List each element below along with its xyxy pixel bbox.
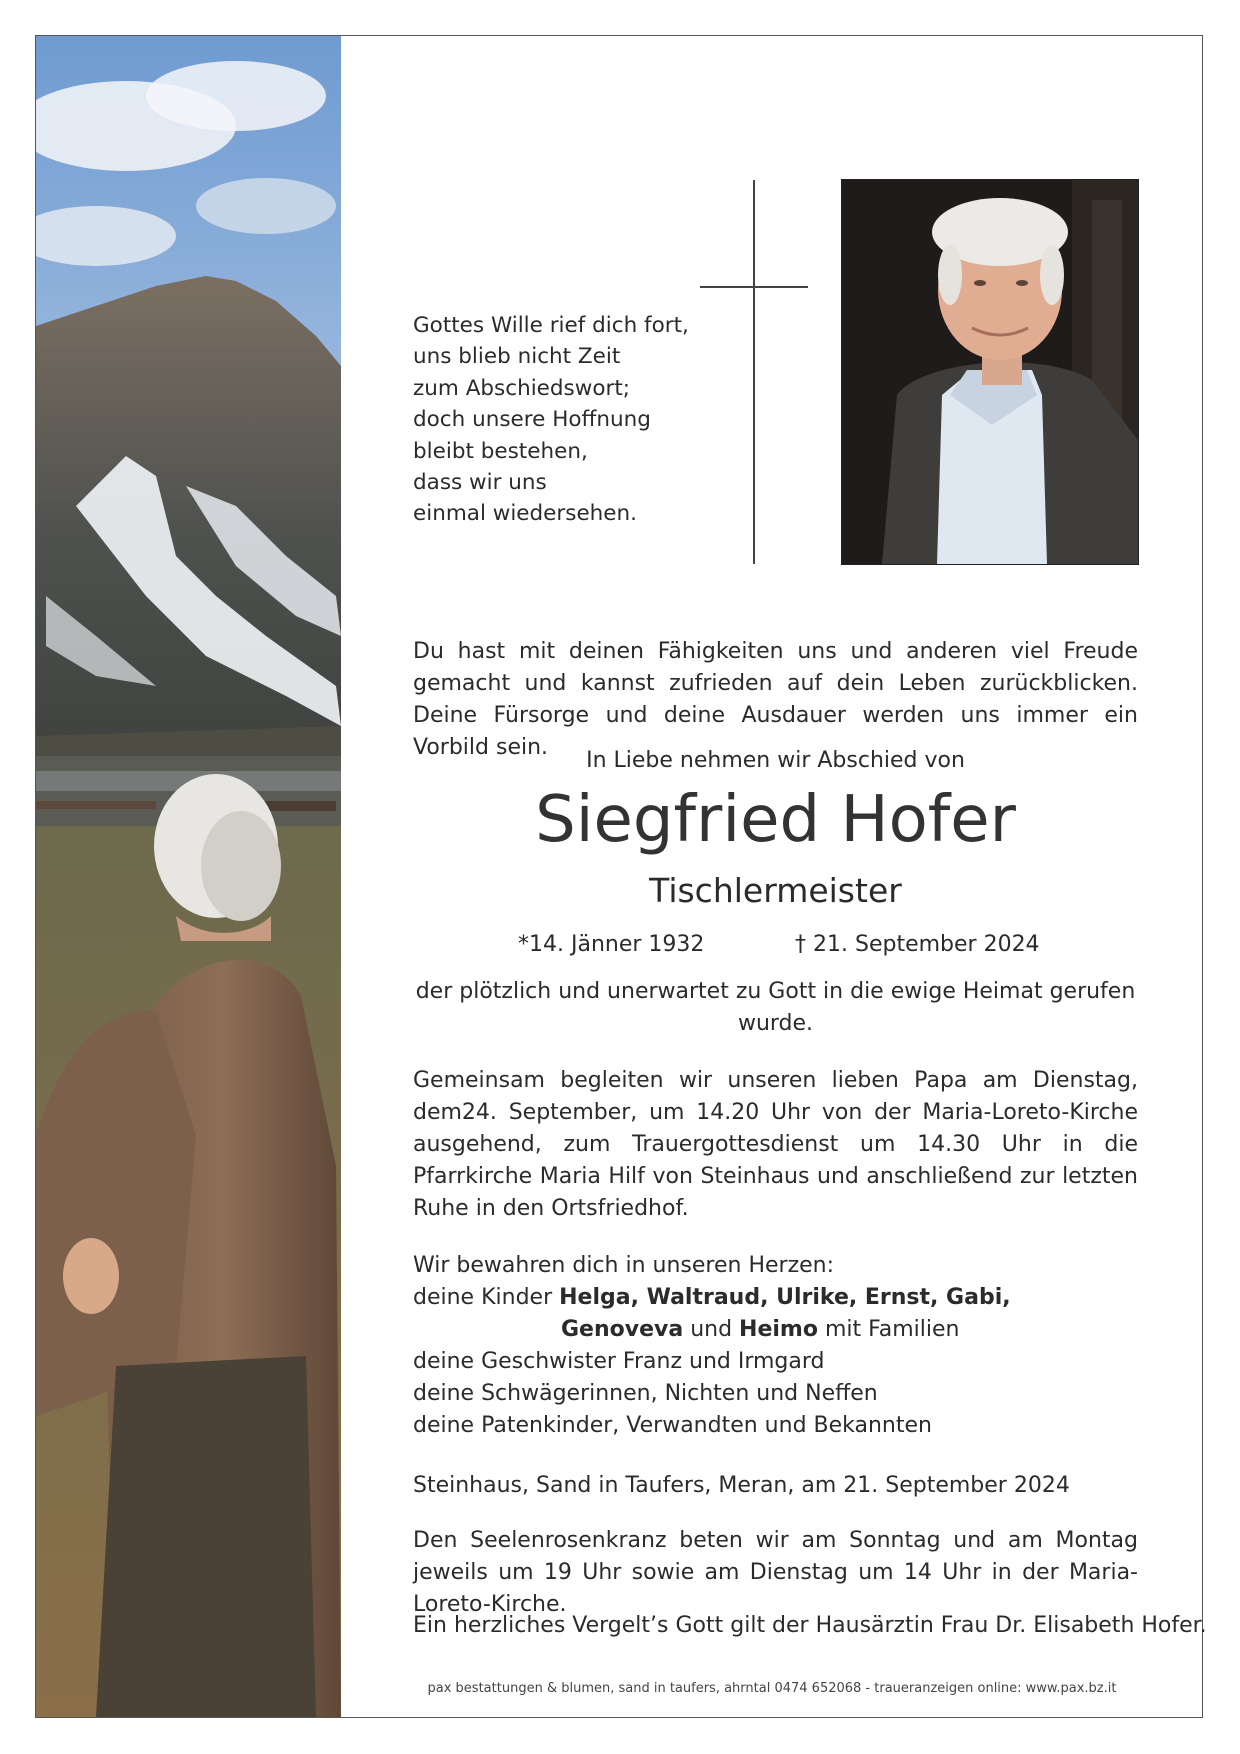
- tribute-paragraph: Du hast mit deinen Fähigkeiten uns und anderen viel Freude gemacht und kannst zufrieden auf dein Leben zurückblicken. Deine Fürsorge und deine Ausdauer werden uns immer ein Vorbild sein.: [413, 639, 1138, 760]
- mourners-godchildren: deine Patenkinder, Verwandten und Bekannten: [413, 1413, 932, 1438]
- place-and-date: Steinhaus, Sand in Taufers, Meran, am 21. September 2024: [413, 1473, 1070, 1498]
- farewell-intro: In Liebe nehmen wir Abschied von: [586, 748, 965, 773]
- memorial-poem: [413, 310, 703, 530]
- children-name-genoveva: Genoveva: [561, 1317, 684, 1342]
- portrait-photo: [841, 179, 1139, 565]
- poem-line: einmal wiedersehen.: [413, 501, 637, 527]
- children-and: und: [683, 1317, 740, 1342]
- funeral-details: Gemeinsam begleiten wir unseren lieben Papa am Dienstag, dem24. September, um 14.20 Uhr von der Maria-Loreto-Kirche ausgehend, zum Trauergottesdienst um 14.30 Uhr in die Pfarrkirche Maria Hilf von Steinhaus und anschließend zur letzten Ruhe in den Ortsfriedhof.: [413, 1068, 1138, 1221]
- children-name-heimo: Heimo: [739, 1317, 818, 1342]
- mourners-children: [413, 1282, 1138, 1314]
- death-date: † 21. September 2024: [795, 932, 1040, 957]
- rosary-info: Den Seelenrosenkranz beten wir am Sonntag und am Montag jeweils um 19 Uhr sowie am Dienstag um 14 Uhr in der Maria-Loreto-Kirche.: [413, 1528, 1138, 1617]
- mountain-lake-photo: [36, 36, 341, 1717]
- poem-line: uns blieb nicht Zeit: [413, 344, 621, 370]
- children-suffix: mit Familien: [817, 1317, 960, 1342]
- thanks-note: Ein herzliches Vergelt’s Gott gilt der Hausärztin Frau Dr. Elisabeth Hofer.: [413, 1613, 1207, 1638]
- children-names: Helga, Waltraud, Ulrike, Ernst, Gabi,: [559, 1285, 1011, 1310]
- deceased-profession: Tischlermeister: [649, 871, 902, 910]
- called-home-text: der plötzlich und unerwartet zu Gott in die ewige Heimat gerufen wurde.: [415, 979, 1136, 1036]
- poem-line: Gottes Wille rief dich fort,: [413, 313, 689, 338]
- funeral-home-footer: pax bestattungen & blumen, sand in taufers, ahrntal 0474 652068 - traueranzeigen online: www.pax.bz.it: [427, 1681, 1117, 1696]
- poem-line: bleibt bestehen,: [413, 438, 588, 464]
- mourners-children-cont: [413, 1314, 1138, 1346]
- poem-line: dass wir uns: [413, 470, 547, 496]
- cross-icon: [700, 180, 808, 564]
- mourners-list: [413, 1250, 1138, 1442]
- mourners-in-laws: deine Schwägerinnen, Nichten und Neffen: [413, 1381, 878, 1406]
- poem-line: doch unsere Hoffnung: [413, 407, 651, 433]
- birth-date: *14. Jänner 1932: [518, 932, 705, 957]
- poem-line: zum Abschiedswort;: [413, 375, 630, 401]
- mourners-siblings: deine Geschwister Franz und Irmgard: [413, 1349, 825, 1374]
- deceased-name: Siegfried Hofer: [535, 783, 1016, 857]
- mourners-intro: Wir bewahren dich in unseren Herzen:: [413, 1253, 835, 1278]
- children-prefix: deine Kinder: [413, 1285, 560, 1310]
